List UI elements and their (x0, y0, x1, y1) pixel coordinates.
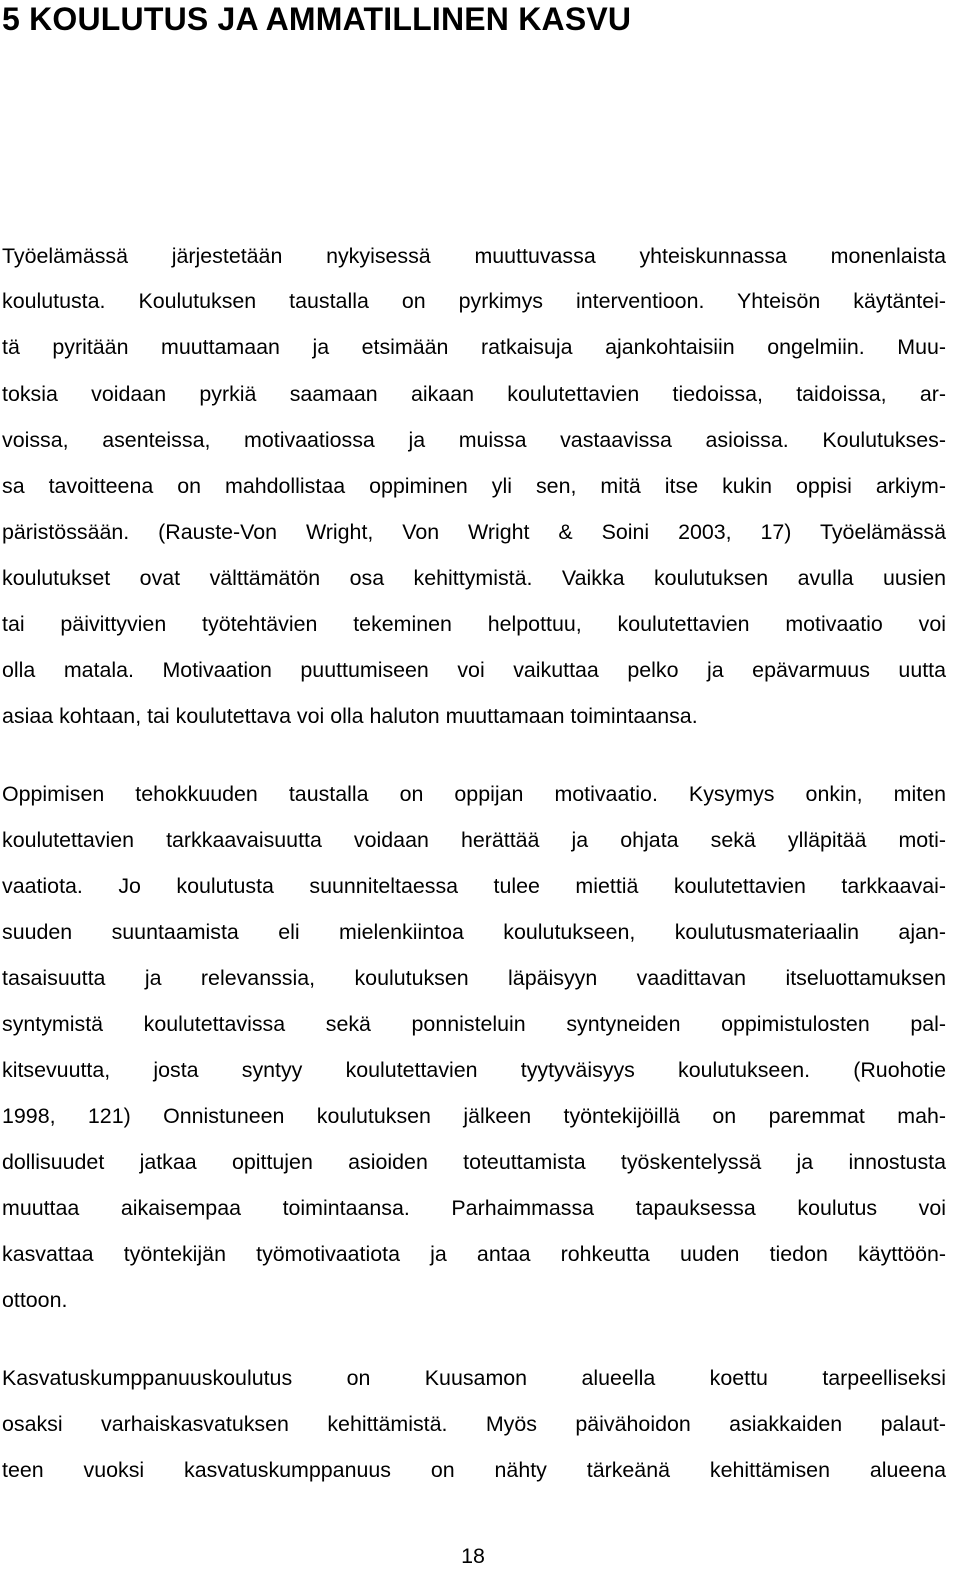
text-line: kasvattaa työntekijän työmotivaatiota ja antaa rohkeutta uuden tiedon käyttöön- (2, 1242, 946, 1266)
text-line: ottoon. (2, 1288, 68, 1312)
text-line: päristössään. (Rauste-Von Wright, Von Wright & Soini 2003, 17) Työelämässä (2, 520, 946, 544)
text-line: koulutukset ovat välttämätön osa kehittymistä. Vaikka koulutuksen avulla uusien (2, 566, 946, 590)
text-line: tai päivittyvien työtehtävien tekeminen helpottuu, koulutettavien motivaatio voi (2, 612, 946, 636)
text-line: Työelämässä järjestetään nykyisessä muuttuvassa yhteiskunnassa monenlaista (2, 244, 946, 268)
text-line: vaatiota. Jo koulutusta suunniteltaessa tulee miettiä koulutettavien tarkkaavai- (2, 874, 946, 898)
text-line: asiaa kohtaan, tai koulutettava voi olla haluton muuttamaan toimintaansa. (2, 704, 698, 728)
page-title: 5 KOULUTUS JA AMMATILLINEN KASVU (2, 1, 632, 37)
text-line: Oppimisen tehokkuuden taustalla on oppijan motivaatio. Kysymys onkin, miten (2, 782, 946, 806)
text-line: toksia voidaan pyrkiä saamaan aikaan koulutettavien tiedoissa, taidoissa, ar- (2, 382, 946, 406)
text-line: voissa, asenteissa, motivaatiossa ja muissa vastaavissa asioissa. Koulutukses- (2, 428, 946, 452)
text-line: 1998, 121) Onnistuneen koulutuksen jälkeen työntekijöillä on paremmat mah- (2, 1104, 946, 1128)
text-line: dollisuudet jatkaa opittujen asioiden toteuttamista työskentelyssä ja innostusta (2, 1150, 946, 1174)
text-line: sa tavoitteena on mahdollistaa oppiminen yli sen, mitä itse kukin oppisi arkiym- (2, 474, 946, 498)
text-line: suuden suuntaamista eli mielenkiintoa koulutukseen, koulutusmateriaalin ajan- (2, 920, 946, 944)
text-line: tasaisuutta ja relevanssia, koulutuksen läpäisyyn vaadittavan itseluottamuksen (2, 966, 946, 990)
page-number: 18 (461, 1544, 485, 1568)
text-line: olla matala. Motivaation puuttumiseen voi vaikuttaa pelko ja epävarmuus uutta (2, 658, 946, 682)
text-line: syntymistä koulutettavissa sekä ponnisteluin syntyneiden oppimistulosten pal- (2, 1012, 946, 1036)
text-line: teen vuoksi kasvatuskumppanuus on nähty tärkeänä kehittämisen alueena (2, 1458, 946, 1482)
text-line: osaksi varhaiskasvatuksen kehittämistä. Myös päivähoidon asiakkaiden palaut- (2, 1412, 946, 1436)
text-line: kitsevuutta, josta syntyy koulutettavien tyytyväisyys koulutukseen. (Ruohotie (2, 1058, 946, 1082)
text-line: koulutusta. Koulutuksen taustalla on pyrkimys interventioon. Yhteisön käytäntei- (2, 289, 946, 313)
text-line: koulutettavien tarkkaavaisuutta voidaan herättää ja ohjata sekä ylläpitää moti- (2, 828, 946, 852)
text-line: tä pyritään muuttamaan ja etsimään ratkaisuja ajankohtaisiin ongelmiin. Muu- (2, 335, 946, 359)
text-line: muuttaa aikaisempaa toimintaansa. Parhaimmassa tapauksessa koulutus voi (2, 1196, 946, 1220)
text-line: Kasvatuskumppanuuskoulutus on Kuusamon alueella koettu tarpeelliseksi (2, 1366, 946, 1390)
